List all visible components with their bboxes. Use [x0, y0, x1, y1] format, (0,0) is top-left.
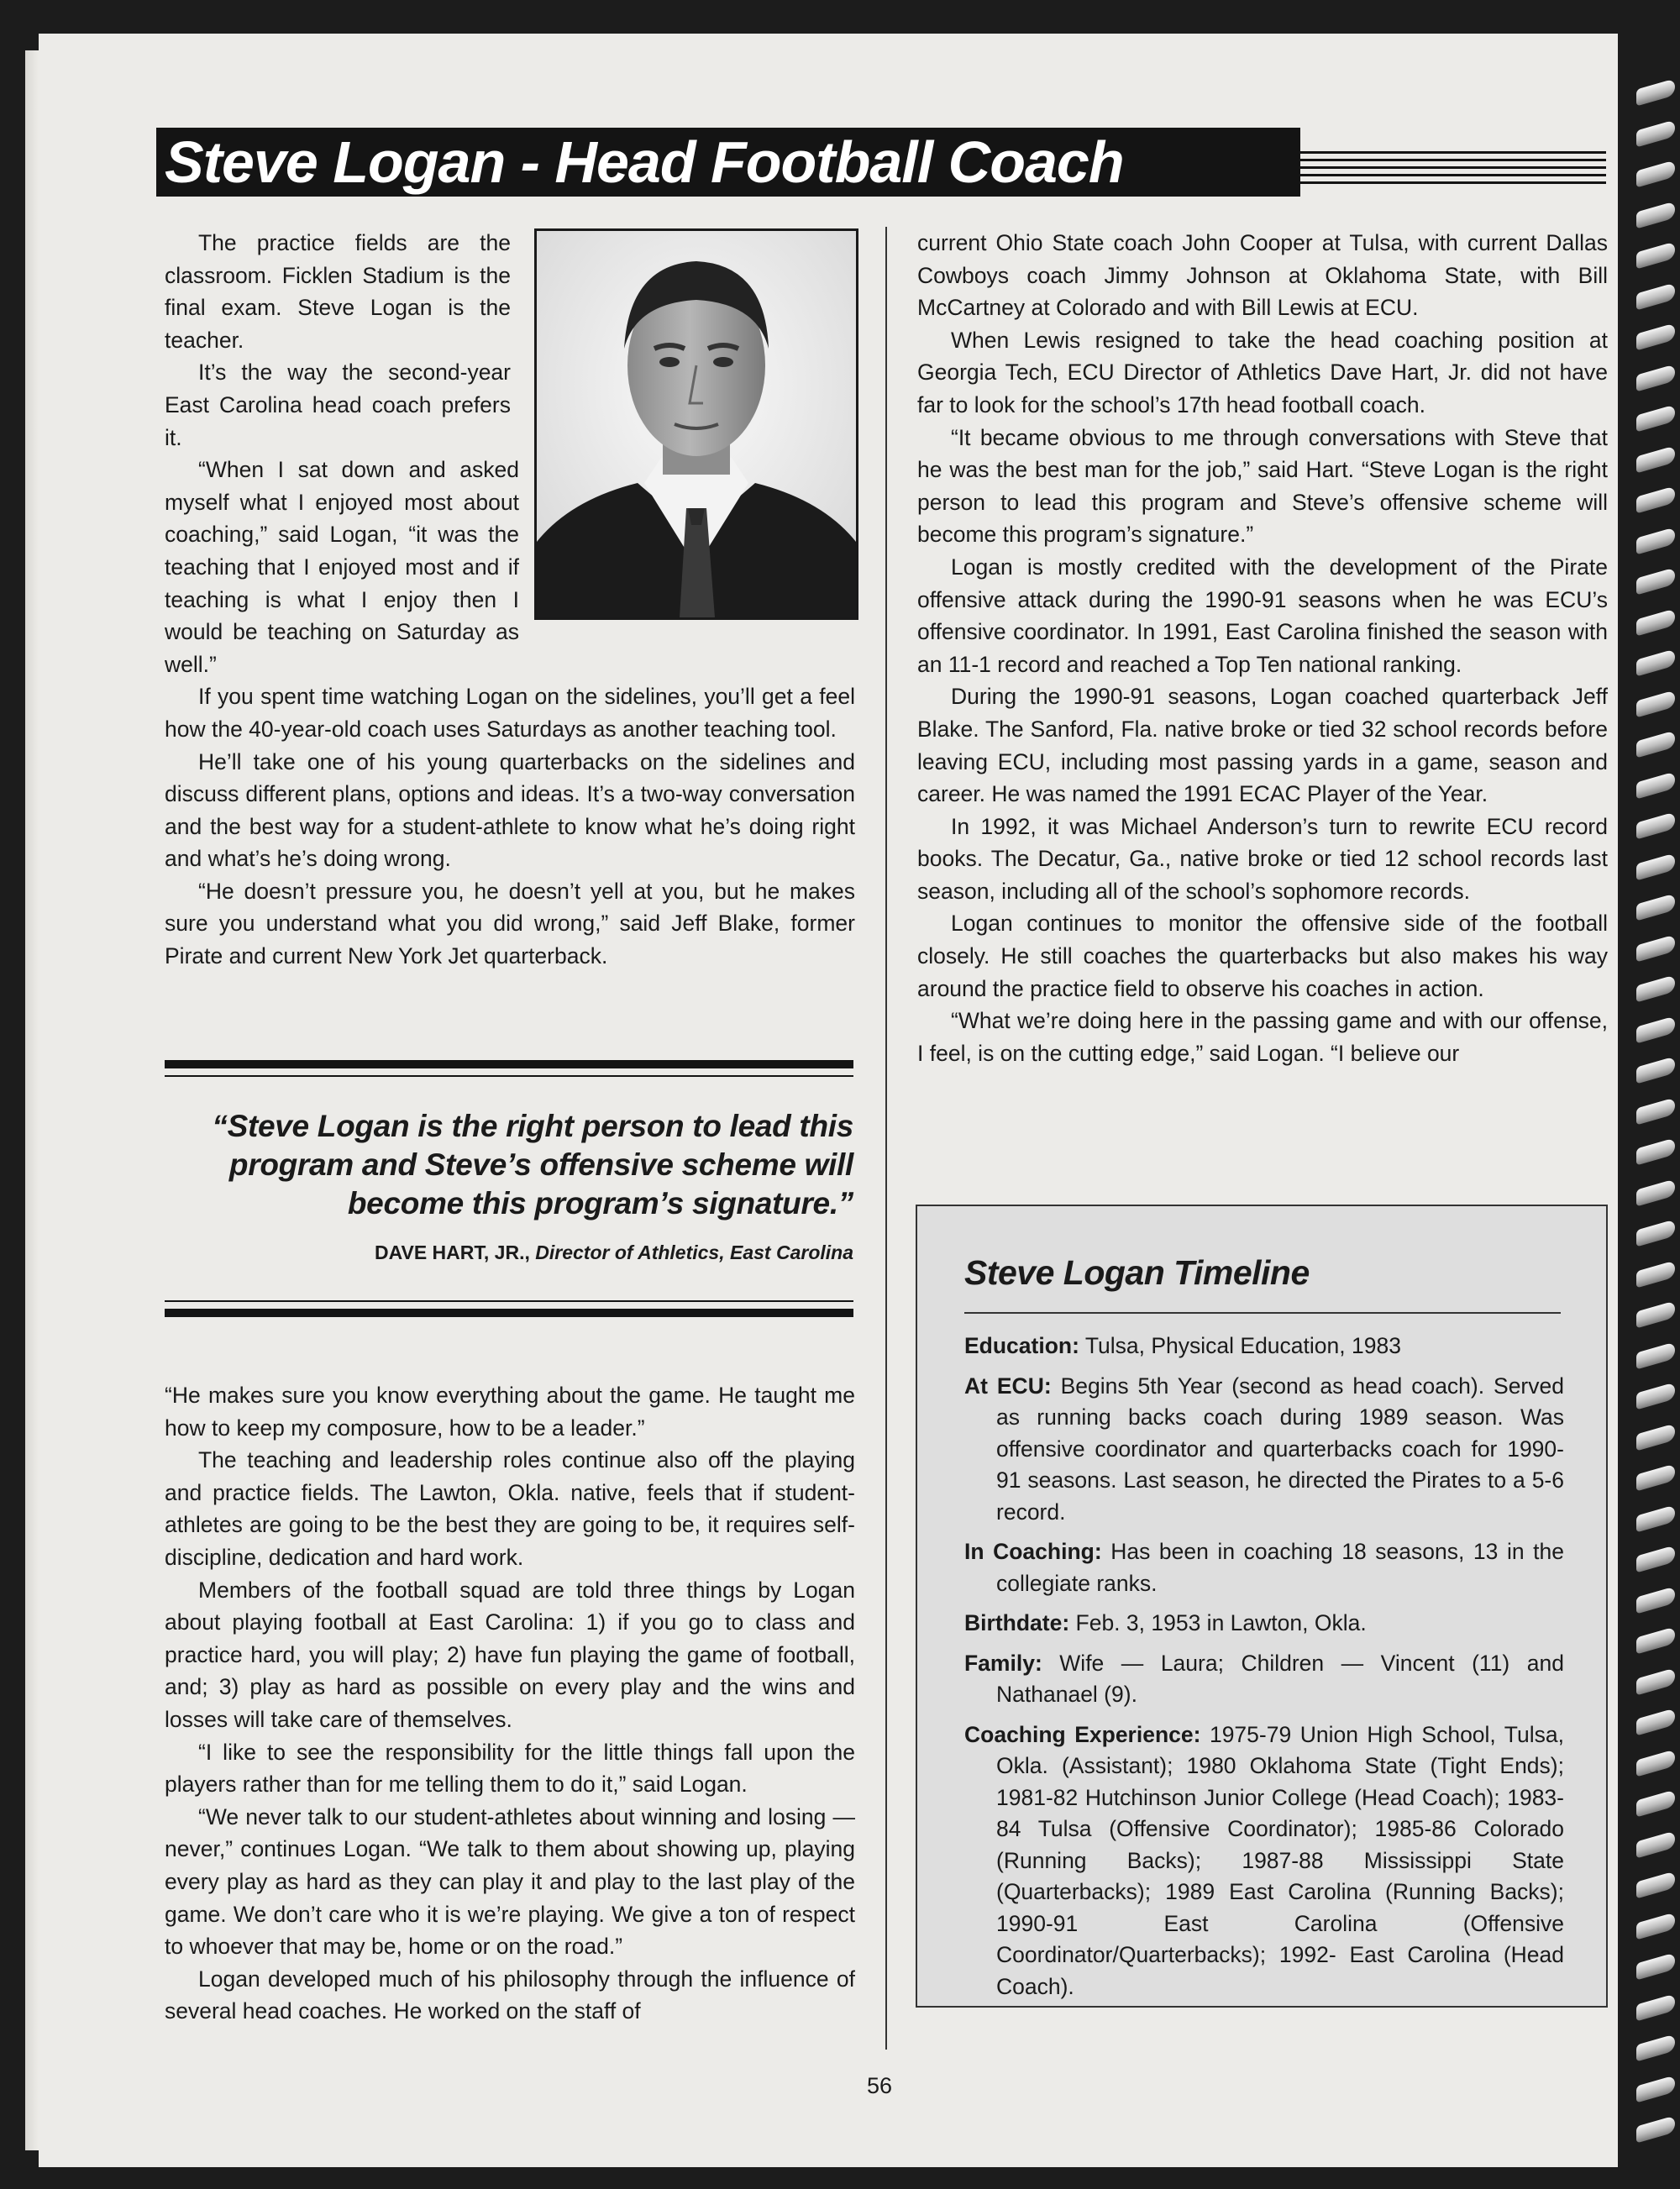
- spiral-coil: [1636, 445, 1675, 473]
- entry-text: Begins 5th Year (second as head coach). Served as running backs coach during 1989 season. Was offensive coordinator and quarterbacks coach for 1990-91 seasons. Last season, he directed the Pirates to a 5-6 record.: [996, 1373, 1564, 1525]
- spiral-coil: [1636, 486, 1675, 513]
- pullquote-rule-top-thick: [165, 1060, 853, 1068]
- page-number: 56: [867, 2073, 893, 2098]
- spiral-coil: [1636, 119, 1675, 147]
- spiral-coil: [1636, 1545, 1675, 1572]
- entry-label: In Coaching:: [964, 1539, 1102, 1564]
- paragraph: “What we’re doing here in the passing game and with our offense, I feel, is on the cutting edge,” said Logan. “I believe our: [917, 1008, 1608, 1066]
- column-left-bottom: [165, 1379, 855, 2028]
- spiral-coil: [1636, 1382, 1675, 1409]
- spiral-coil: [1636, 323, 1675, 350]
- paragraph: Logan continues to monitor the offensive side of the football closely. He still coaches the quarterbacks but also makes his way around the practice field to observe his coaches in action.: [917, 911, 1608, 1001]
- timeline-entry-family: [964, 1648, 1564, 1711]
- attribution-role: Director of Athletics, East Carolina: [535, 1241, 853, 1263]
- spiral-coil: [1636, 771, 1675, 799]
- entry-text: Wife — Laura; Children — Vincent (11) and Nathanael (9).: [996, 1650, 1564, 1707]
- spiral-coil: [1636, 2115, 1675, 2143]
- timeline-entry-at-ecu: [964, 1371, 1564, 1529]
- paragraph: Logan developed much of his philosophy through the influence of several head coaches. He worked on the staff of: [165, 1966, 855, 2024]
- entry-label: Birthdate:: [964, 1610, 1070, 1635]
- paragraph: “It became obvious to me through conversations with Steve that he was the best man for the job,” said Hart. “Steve Logan is the right person to lead this program and Steve’s offensive scheme will become this program’s signature.”: [917, 424, 1608, 548]
- timeline-entry-education: [964, 1331, 1564, 1362]
- timeline-box: [916, 1205, 1608, 2008]
- entry-label: Education:: [964, 1333, 1079, 1358]
- spiral-coil: [1636, 364, 1675, 391]
- entry-text: Has been in coaching 18 seasons, 13 in the collegiate ranks.: [996, 1539, 1564, 1596]
- paragraph: “He doesn’t pressure you, he doesn’t yell at you, but he makes sure you understand what you did wrong,” said Jeff Blake, former Pirate and current New York Jet quarterback.: [165, 878, 855, 969]
- spiral-coil: [1636, 2075, 1675, 2102]
- timeline-entry-coaching-experience: [964, 1719, 1564, 2003]
- spiral-coil: [1636, 1097, 1675, 1125]
- spiral-coil: [1636, 1137, 1675, 1165]
- spiral-coil: [1636, 1749, 1675, 1777]
- spiral-coil: [1636, 811, 1675, 839]
- pullquote-rule-bottom-thin: [165, 1300, 853, 1302]
- paragraph: “When I sat down and asked myself what I enjoyed most about coaching,” said Logan, “it was the teaching that I enjoyed most and if teaching is what I enjoy then I would be teaching on Saturday as well.”: [165, 454, 855, 680]
- spiral-coil: [1636, 1016, 1675, 1043]
- entry-text: Feb. 3, 1953 in Lawton, Okla.: [1075, 1610, 1367, 1635]
- spiral-coil: [1636, 1952, 1675, 1980]
- column-divider: [885, 227, 887, 2050]
- paragraph: current Ohio State coach John Cooper at Tulsa, with current Dallas Cowboys coach Jimmy Johnson at Oklahoma State, with Bill McCartney at Colorado and with Bill Lewis at ECU.: [917, 230, 1608, 321]
- pullquote-rule-bottom-thick: [165, 1309, 853, 1317]
- spiral-coil: [1636, 934, 1675, 962]
- paragraph: In 1992, it was Michael Anderson’s turn to rewrite ECU record books. The Decatur, Ga., native broke or tied 12 school records last season, including all of the school’s sophomore records.: [917, 813, 1608, 904]
- column-left-top: [165, 227, 855, 973]
- pullquote-rule-top-thin: [165, 1075, 853, 1077]
- spiral-coil: [1636, 404, 1675, 432]
- spiral-coil: [1636, 282, 1675, 310]
- timeline-entry-birthdate: [964, 1608, 1564, 1640]
- spiral-coil: [1636, 201, 1675, 228]
- spiral-coil: [1636, 1993, 1675, 2021]
- photo-wrap-spacer: [519, 454, 855, 651]
- spiral-coil: [1636, 160, 1675, 187]
- paragraph: “We never talk to our student-athletes about winning and losing — never,” continues Logan. “We talk to them about showing up, playing every play as hard as they can play it and play to the last play of the game. We don’t care who it is we’re playing. We give a ton of respect to whoever that may be, home or on the road.”: [165, 1803, 855, 1960]
- spiral-coil: [1636, 730, 1675, 758]
- spiral-coil: [1636, 1341, 1675, 1369]
- spiral-coil: [1636, 78, 1675, 106]
- spiral-coil: [1636, 1912, 1675, 1940]
- spiral-binding: [1621, 0, 1680, 2189]
- paragraph: The practice fields are the classroom. Ficklen Stadium is the final exam. Steve Logan is the teacher.: [165, 230, 511, 353]
- spiral-coil: [1636, 1708, 1675, 1735]
- spiral-coil: [1636, 1260, 1675, 1288]
- spiral-coil: [1636, 648, 1675, 676]
- spiral-coil: [1636, 1667, 1675, 1695]
- attribution-name: DAVE HART, JR.,: [374, 1241, 530, 1263]
- column-right: [917, 227, 1608, 1069]
- spiral-coil: [1636, 1830, 1675, 1858]
- paragraph: “I like to see the responsibility for the little things fall upon the players rather than for me telling them to do it,” said Logan.: [165, 1739, 855, 1798]
- spiral-coil: [1636, 1586, 1675, 1614]
- paragraph: The teaching and leadership roles continue also off the playing and practice fields. The Lawton, Okla. native, feels that if student-athletes are going to be the best they are going to be, it requires self-discipline, dedication and hard work.: [165, 1447, 855, 1570]
- spiral-coil: [1636, 1300, 1675, 1328]
- spiral-coil: [1636, 1219, 1675, 1247]
- timeline-title-rule: [964, 1312, 1561, 1314]
- spiral-coil: [1636, 567, 1675, 595]
- paragraph: “He makes sure you know everything about the game. He taught me how to keep my composure, how to be a leader.”: [165, 1383, 855, 1441]
- paragraph: During the 1990-91 seasons, Logan coached quarterback Jeff Blake. The Sanford, Fla. native broke or tied 32 school records before leaving ECU, including most passing yards in a game, season and career. He was named the 1991 ECAC Player of the Year.: [917, 684, 1608, 807]
- spiral-coil: [1636, 1789, 1675, 1817]
- spiral-coil: [1636, 1504, 1675, 1532]
- pull-quote-attribution: [165, 1241, 853, 1264]
- spiral-coil: [1636, 853, 1675, 880]
- spiral-coil: [1636, 1626, 1675, 1654]
- paragraph: Logan is mostly credited with the development of the Pirate offensive attack during the 1990-91 seasons when he was ECU’s offensive coordinator. In 1991, East Carolina finished the season with an 11-1 record and reached a Top Ten national ranking.: [917, 554, 1608, 677]
- timeline-entry-in-coaching: [964, 1536, 1564, 1599]
- header-rule-lines: [1300, 151, 1606, 188]
- paragraph: It’s the way the second-year East Carolina head coach prefers it.: [165, 360, 511, 450]
- spiral-coil: [1636, 1056, 1675, 1084]
- spiral-coil: [1636, 1178, 1675, 1206]
- entry-label: At ECU:: [964, 1373, 1052, 1399]
- pull-quote: “Steve Logan is the right person to lead this program and Steve’s offensive scheme will become this program’s signature.”: [212, 1109, 853, 1220]
- paragraph: He’ll take one of his young quarterbacks on the sidelines and discuss different plans, options and ideas. It’s a two-way conversation and the best way for a student-athlete to know what he’s doing right and what’s he’s doing wrong.: [165, 748, 855, 872]
- spiral-coil: [1636, 974, 1675, 1002]
- spiral-coil: [1636, 690, 1675, 717]
- spiral-coil: [1636, 608, 1675, 636]
- spiral-coil: [1636, 527, 1675, 554]
- spiral-coil: [1636, 1423, 1675, 1451]
- paragraph: Members of the football squad are told three things by Logan about playing football at East Carolina: 1) if you go to class and practice hard, you will play; 2) have fun playing the game of football, and; 3) play as hard as possible on every play and the wins and losses will take care of themselves.: [165, 1577, 855, 1732]
- entry-text: Tulsa, Physical Education, 1983: [1084, 1333, 1401, 1358]
- paragraph: If you spent time watching Logan on the sidelines, you’ll get a feel how the 40-year-old coach uses Saturdays as another teaching tool.: [165, 684, 855, 742]
- page-title: Steve Logan - Head Football Coach: [165, 129, 1124, 195]
- spiral-coil: [1636, 893, 1675, 921]
- timeline-entries: [964, 1331, 1564, 2011]
- paragraph: When Lewis resigned to take the head coaching position at Georgia Tech, ECU Director of Athletics Dave Hart, Jr. did not have far to look for the school’s 17th head football coach.: [917, 327, 1608, 417]
- spiral-coil: [1636, 1463, 1675, 1491]
- entry-text: 1975-79 Union High School, Tulsa, Okla. (Assistant); 1980 Oklahoma State (Tight Ends); 1981-82 Hutchinson Junior College (Head Coach); 1983-84 Tulsa (Offensive Coordinator); 1985-86 Colorado (Running Backs); 1987-88 Mississippi State (Quarterbacks); 1989 East Carolina (Running Backs); 1990-91 East Carolina (Offensive Coordinator/Quarterbacks); 1992- East Carolina (Head Coach).: [996, 1721, 1564, 1999]
- entry-label: Coaching Experience:: [964, 1721, 1201, 1747]
- timeline-title: Steve Logan Timeline: [964, 1253, 1310, 1292]
- spiral-coil: [1636, 1871, 1675, 1898]
- entry-label: Family:: [964, 1650, 1042, 1676]
- spiral-coil: [1636, 2034, 1675, 2061]
- spiral-coil: [1636, 241, 1675, 269]
